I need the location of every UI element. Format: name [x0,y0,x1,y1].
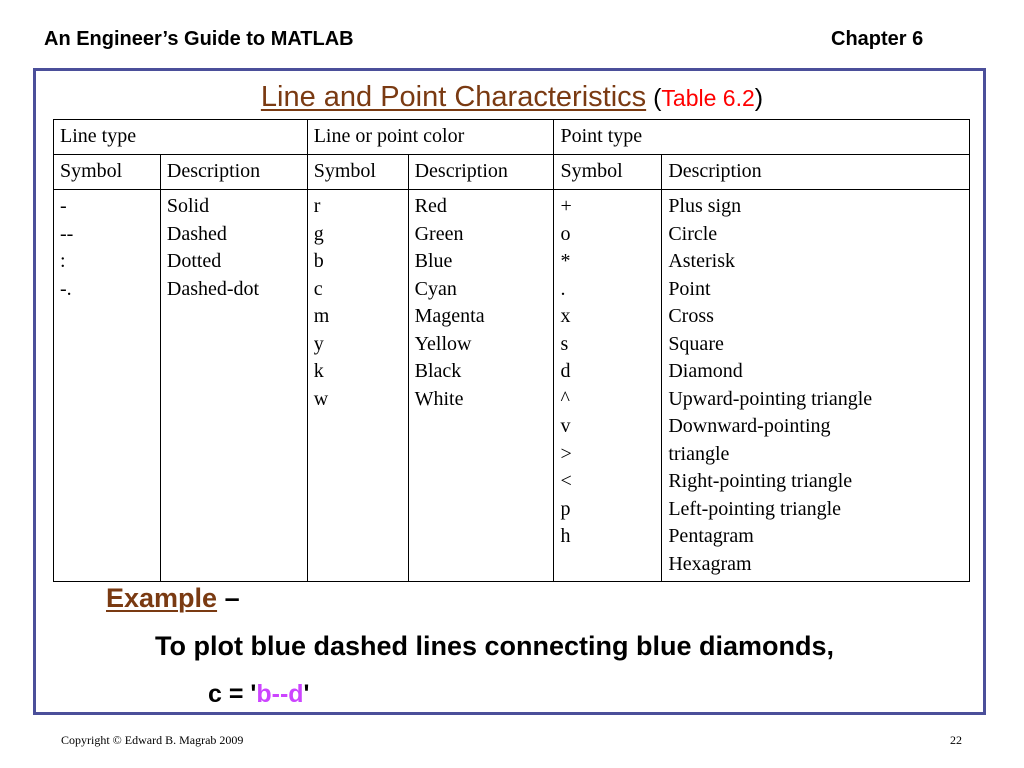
table-cell-text: Black [414,360,462,382]
table-cell-text: Yellow [414,332,472,355]
table-cell-text: Dashed [166,222,227,245]
table-cell-text: c [313,277,323,300]
example-sentence: To plot blue dashed lines connecting blue diamonds, [155,631,835,661]
table-cell-text: -. [60,277,72,300]
slide-title [0,80,1024,115]
group-header-row [54,120,970,155]
table-cell-text: Right-pointing triangle [668,470,853,492]
table-cell-text: . [560,277,566,300]
table-cell-text: p [560,497,571,520]
table-cell-text: Dashed-dot [166,277,260,300]
table-cell-text: Plus sign [668,195,742,217]
table-cell-text: Asterisk [668,250,735,272]
example-heading [106,583,240,614]
copyright-text: Copyright © Edward B. Magrab 2009 [61,733,244,747]
table-cell-text: x [560,305,571,327]
group-header-color: Line or point color [307,120,554,155]
title-main: Line and Point Characteristics [260,81,647,113]
table-cell-text: w [313,387,329,410]
group-header-point-type: Point type [554,120,970,155]
table-cell-text: m [313,305,330,327]
table-cell-text: g [313,222,324,245]
line-descriptions-cell [160,190,307,582]
subheader-cell: Description [408,155,554,190]
table-cell-text: triangle [668,442,730,465]
table-cell-text: Cyan [414,277,457,300]
table-cell-text: Red [414,195,447,217]
table-cell-text: Magenta [414,305,485,327]
color-symbols-cell [307,190,408,582]
table-cell-text: k [313,360,324,382]
table-cell-text: < [560,470,572,492]
table-cell-text: ^ [560,387,570,410]
table-reference: Table 6.2 [661,85,755,111]
table-cell-text: - [60,195,67,217]
table-cell-text: > [560,442,572,465]
table-cell-text: Hexagram [668,552,752,575]
table-cell-text: d [560,360,571,382]
table-body-row [54,190,970,582]
example-label: Example [106,583,218,613]
table-cell-text: -- [60,222,74,245]
code-value: b--d [256,680,304,708]
subheader-cell: Description [662,155,970,190]
table-cell-text: o [560,222,571,245]
table-cell-text: * [560,250,571,272]
table-cell-text: Left-pointing triangle [668,497,842,520]
table-cell-text: Blue [414,250,453,272]
table-cell-text: h [560,525,571,547]
group-header-line-type: Line type [54,120,308,155]
course-title: An Engineer’s Guide to MATLAB [44,28,354,50]
table-cell-text: r [313,195,321,217]
table-cell-text: y [313,332,324,355]
line-symbols-cell [54,190,161,582]
table-cell-text: Green [414,222,464,245]
table-cell-text: Circle [668,222,718,245]
table-cell-text: Diamond [668,360,743,382]
table-cell-text: Cross [668,305,714,327]
table-cell-text: Square [668,332,724,355]
table-cell-text: Upward-pointing triangle [668,387,873,410]
title-close-paren: ) [754,84,764,112]
table-cell-text: v [560,415,571,437]
color-descriptions-cell [408,190,554,582]
table-cell-text: b [313,250,324,272]
table-cell-text: Pentagram [668,525,754,547]
table-cell-text: s [560,332,569,355]
subheader-row [54,155,970,190]
table-cell-text: : [60,250,66,272]
table-cell-text: Downward-pointing [668,415,831,437]
example-code-line [208,680,310,709]
chapter-label: Chapter 6 [831,28,924,50]
subheader-cell: Symbol [554,155,662,190]
table-cell-text: + [560,195,572,217]
page-number: 22 [950,733,962,747]
point-symbols-cell [554,190,662,582]
point-descriptions-cell [662,190,970,582]
code-suffix: ' [303,680,310,708]
subheader-cell: Symbol [54,155,161,190]
subheader-cell: Symbol [307,155,408,190]
example-dash: – [217,583,240,613]
characteristics-table [53,119,970,582]
table-cell-text: Dotted [166,250,222,272]
title-open-paren: ( [646,84,662,112]
table-cell-text: White [414,387,464,410]
code-prefix: c = ' [208,680,257,708]
subheader-cell: Description [160,155,307,190]
table-cell-text: Point [668,277,711,300]
table-cell-text: Solid [166,195,210,217]
